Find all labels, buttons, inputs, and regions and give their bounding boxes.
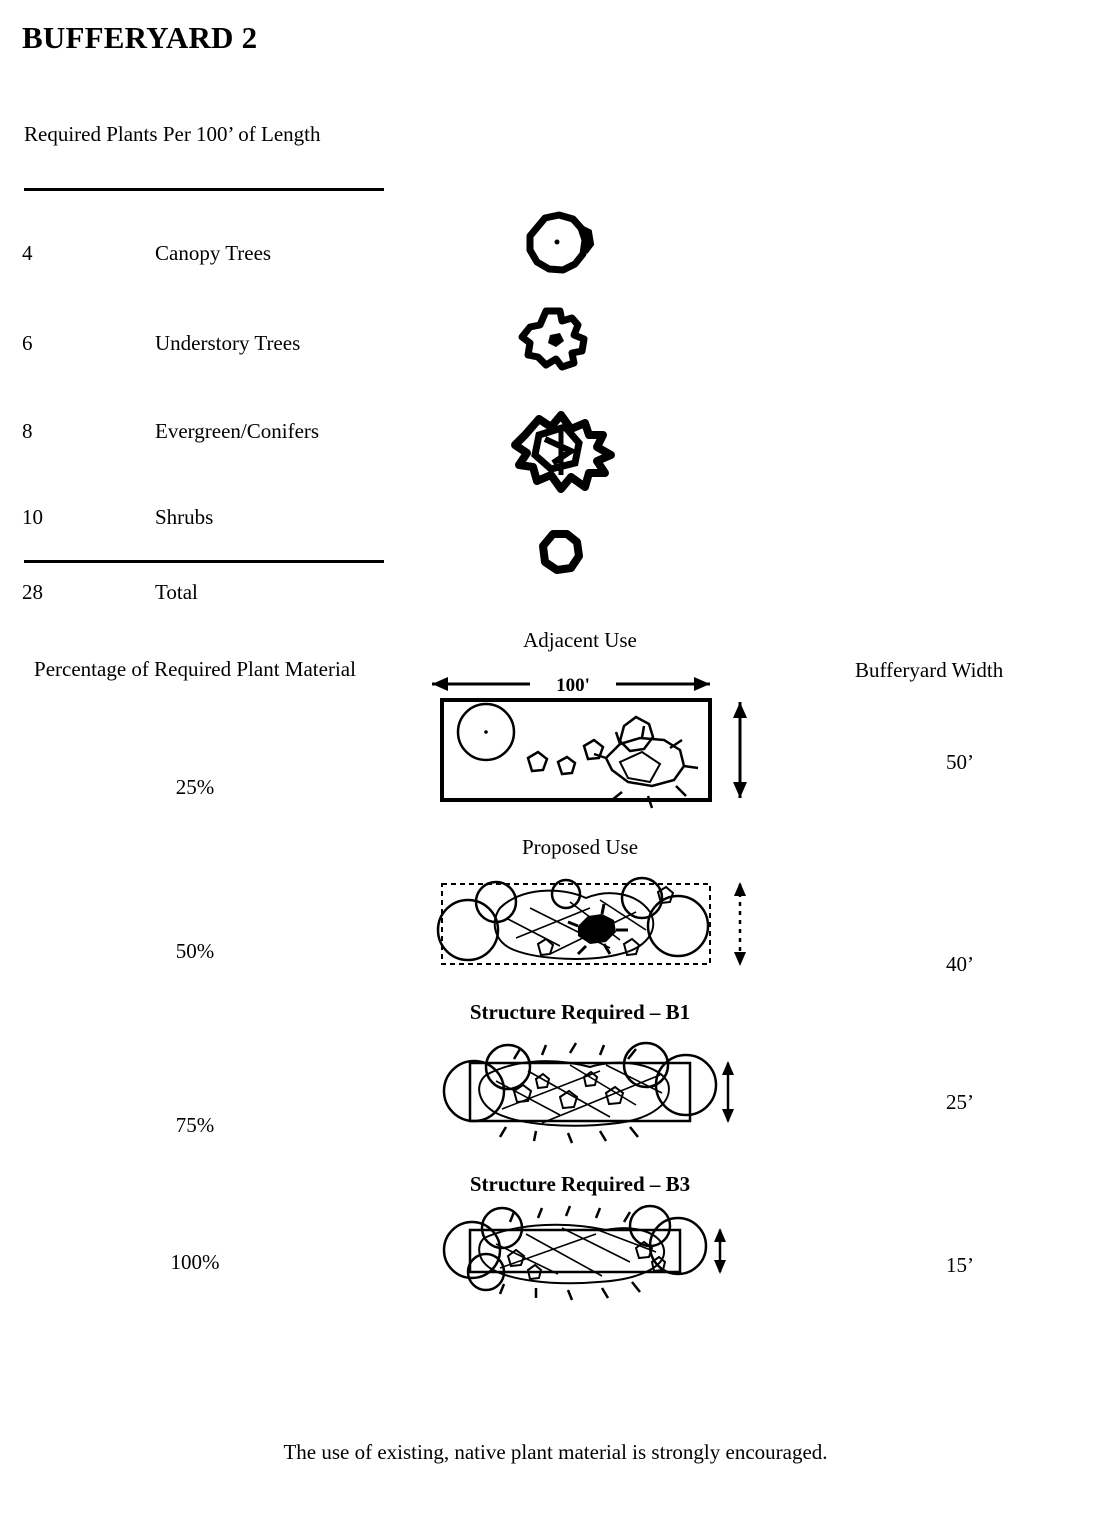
bufferyard-diagram-25 xyxy=(410,1035,780,1155)
percentage-value: 75% xyxy=(175,1113,215,1137)
plant-quantity: 4 xyxy=(22,241,33,265)
table-row xyxy=(0,419,420,449)
table-row xyxy=(0,241,420,271)
caption-proposed-use: Proposed Use xyxy=(521,835,639,859)
plant-label: Evergreen/Conifers xyxy=(155,419,320,443)
bufferyard-diagram-15 xyxy=(410,1200,780,1310)
table-rule-bottom xyxy=(24,560,384,563)
page-title: BUFFERYARD 2 xyxy=(22,20,258,55)
table-row-total xyxy=(0,580,420,610)
plant-label: Canopy Trees xyxy=(155,241,272,265)
percentage-value: 25% xyxy=(175,775,215,799)
shrub-symbol xyxy=(533,528,589,584)
plant-quantity: 10 xyxy=(22,505,43,529)
bufferyard-width-value: 15’ xyxy=(946,1253,974,1277)
bufferyard-diagram-40 xyxy=(410,868,780,988)
total-quantity: 28 xyxy=(22,580,43,604)
plant-quantity: 8 xyxy=(22,419,33,443)
caption-adjacent-use: Adjacent Use xyxy=(523,628,637,652)
evergreen-conifer-symbol xyxy=(505,405,625,505)
table-rule-top xyxy=(24,188,384,191)
bufferyard-width-value: 40’ xyxy=(946,952,974,976)
table-row xyxy=(0,505,420,535)
footer-note: The use of existing, native plant material is strongly encouraged. xyxy=(283,1440,828,1464)
plant-label: Shrubs xyxy=(155,505,214,529)
total-label: Total xyxy=(155,580,198,604)
canopy-tree-symbol xyxy=(515,210,605,300)
subtitle: Required Plants Per 100’ of Length xyxy=(24,122,321,146)
bufferyard-width-value: 25’ xyxy=(946,1090,974,1114)
bufferyard-width-header: Bufferyard Width xyxy=(855,658,1004,682)
bufferyard-width-value: 50’ xyxy=(946,750,974,774)
caption-structure-b3: Structure Required – B3 xyxy=(469,1172,691,1196)
percentage-header: Percentage of Required Plant Material xyxy=(34,657,356,681)
percentage-value: 50% xyxy=(175,939,215,963)
understory-tree-symbol xyxy=(512,305,602,395)
plant-label: Understory Trees xyxy=(155,331,301,355)
table-row xyxy=(0,331,420,361)
percentage-value: 100% xyxy=(170,1250,220,1274)
plant-quantity: 6 xyxy=(22,331,33,355)
bufferyard-diagram-50 xyxy=(410,662,780,827)
svg-text:100': 100' xyxy=(556,675,590,696)
caption-structure-b1: Structure Required – B1 xyxy=(469,1000,691,1024)
